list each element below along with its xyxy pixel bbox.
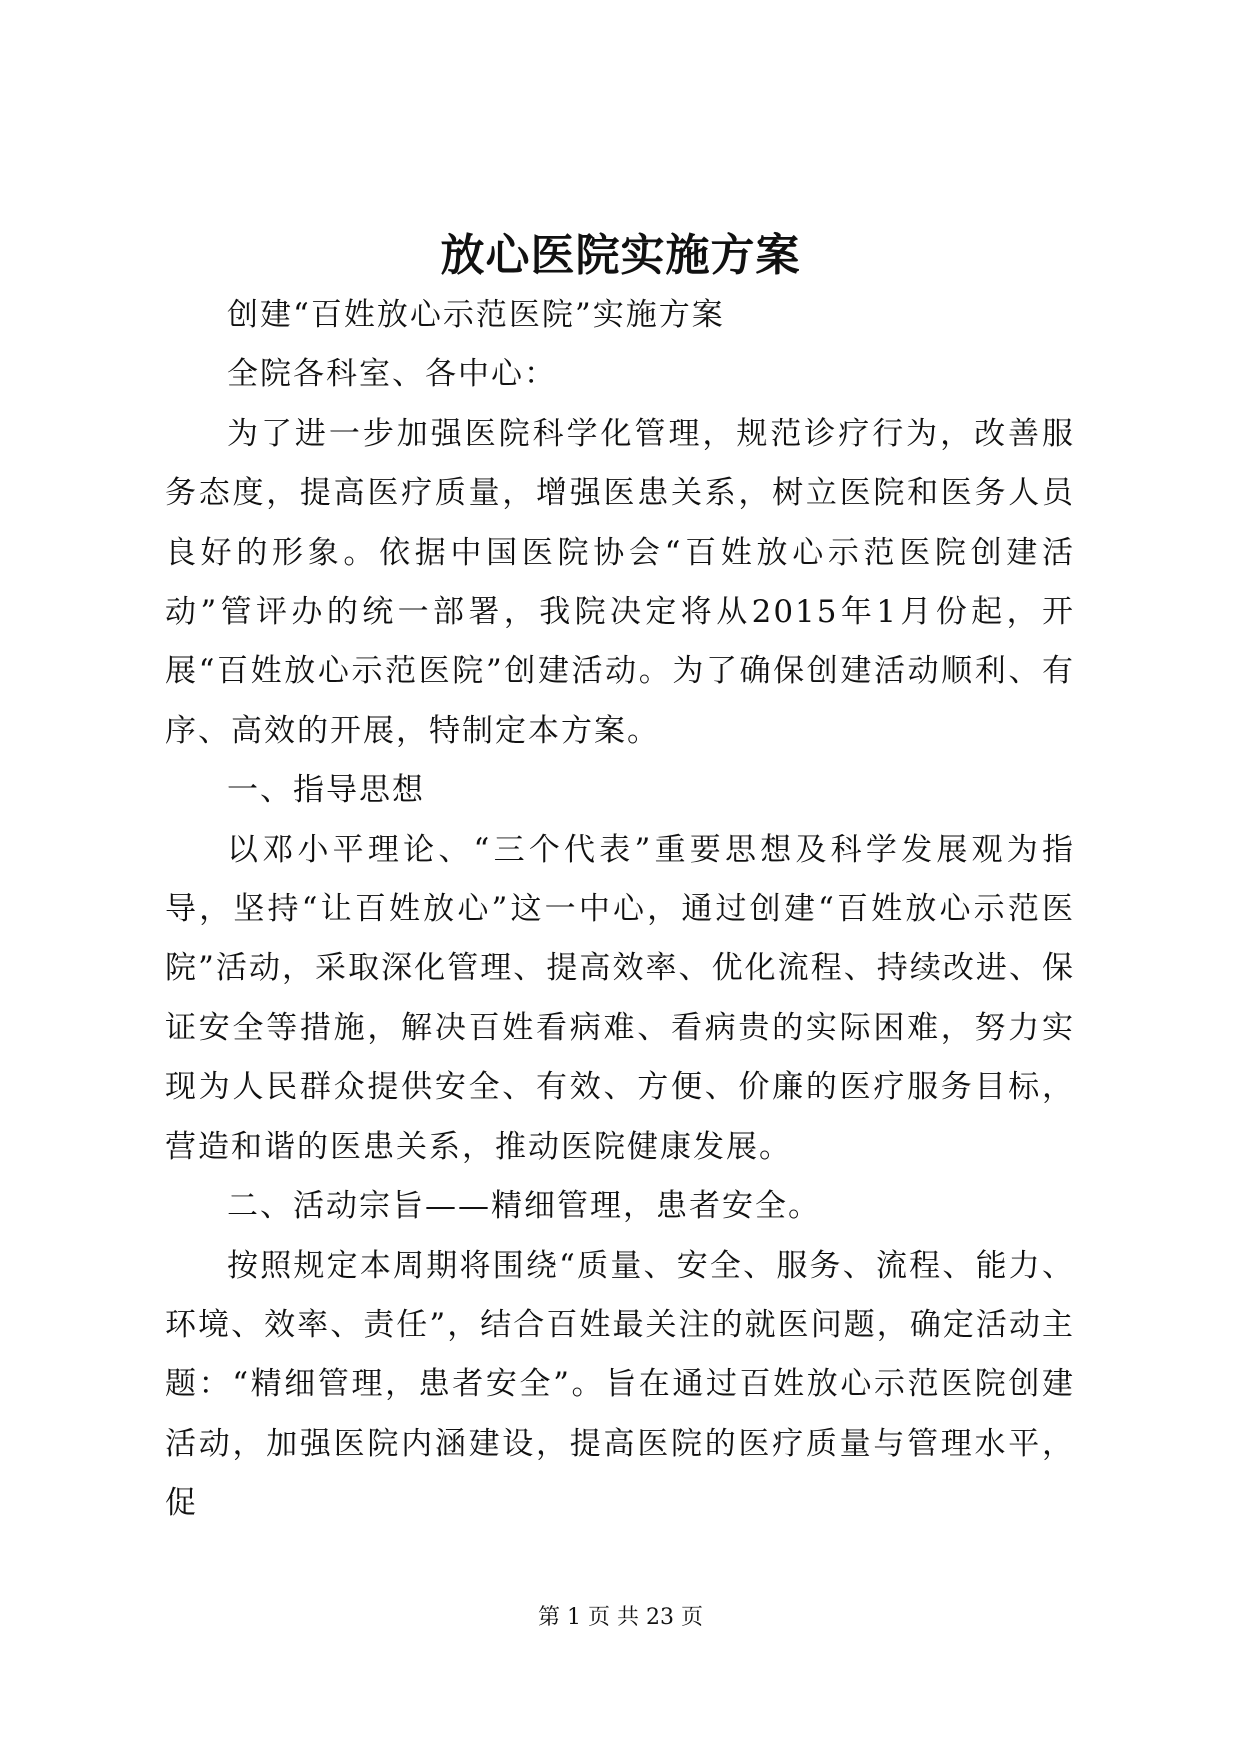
salutation-paragraph: 全院各科室、各中心： (227, 356, 557, 393)
section-heading-guiding-ideology: 一、指导思想 (227, 772, 425, 809)
section-heading-activity-purpose: 二、活动宗旨——精细管理，患者安全。 (227, 1188, 821, 1225)
document-body (165, 286, 1075, 1534)
document-title: 放心医院实施方案 (440, 230, 801, 281)
page-footer: 第 1 页 共 23 页 (538, 1605, 703, 1630)
guiding-ideology-paragraph: 以邓小平理论、“三个代表”重要思想及科学发展观为指导，坚持“让百姓放心”这一中心，通过创建“百姓放心示范医院”活动，采取深化管理、提高效率、优化流程、持续改进、保证安全等措施，解决百姓看病难、看病贵的实际困难，努力实现为人民群众提供安全、有效、方便、价廉的医疗服务目标，营造和谐的医患关系，推动医院健康发展。 (165, 831, 1075, 1165)
intro-paragraph: 为了进一步加强医院科学化管理，规范诊疗行为，改善服务态度，提高医疗质量，增强医患关系，树立医院和医务人员良好的形象。依据中国医院协会“百姓放心示范医院创建活动”管评办的统一部署，我院决定将从2015年1月份起，开展“百姓放心示范医院”创建活动。为了确保创建活动顺利、有序、高效的开展，特制定本方案。 (165, 415, 1075, 749)
subtitle-paragraph: 创建“百姓放心示范医院”实施方案 (227, 297, 725, 333)
activity-purpose-paragraph: 按照规定本周期将围绕“质量、安全、服务、流程、能力、环境、效率、责任”，结合百姓最关注的就医问题，确定活动主题：“精细管理，患者安全”。旨在通过百姓放心示范医院创建活动，加强医院内涵建设，提高医院的医疗质量与管理水平，促 (165, 1247, 1075, 1522)
